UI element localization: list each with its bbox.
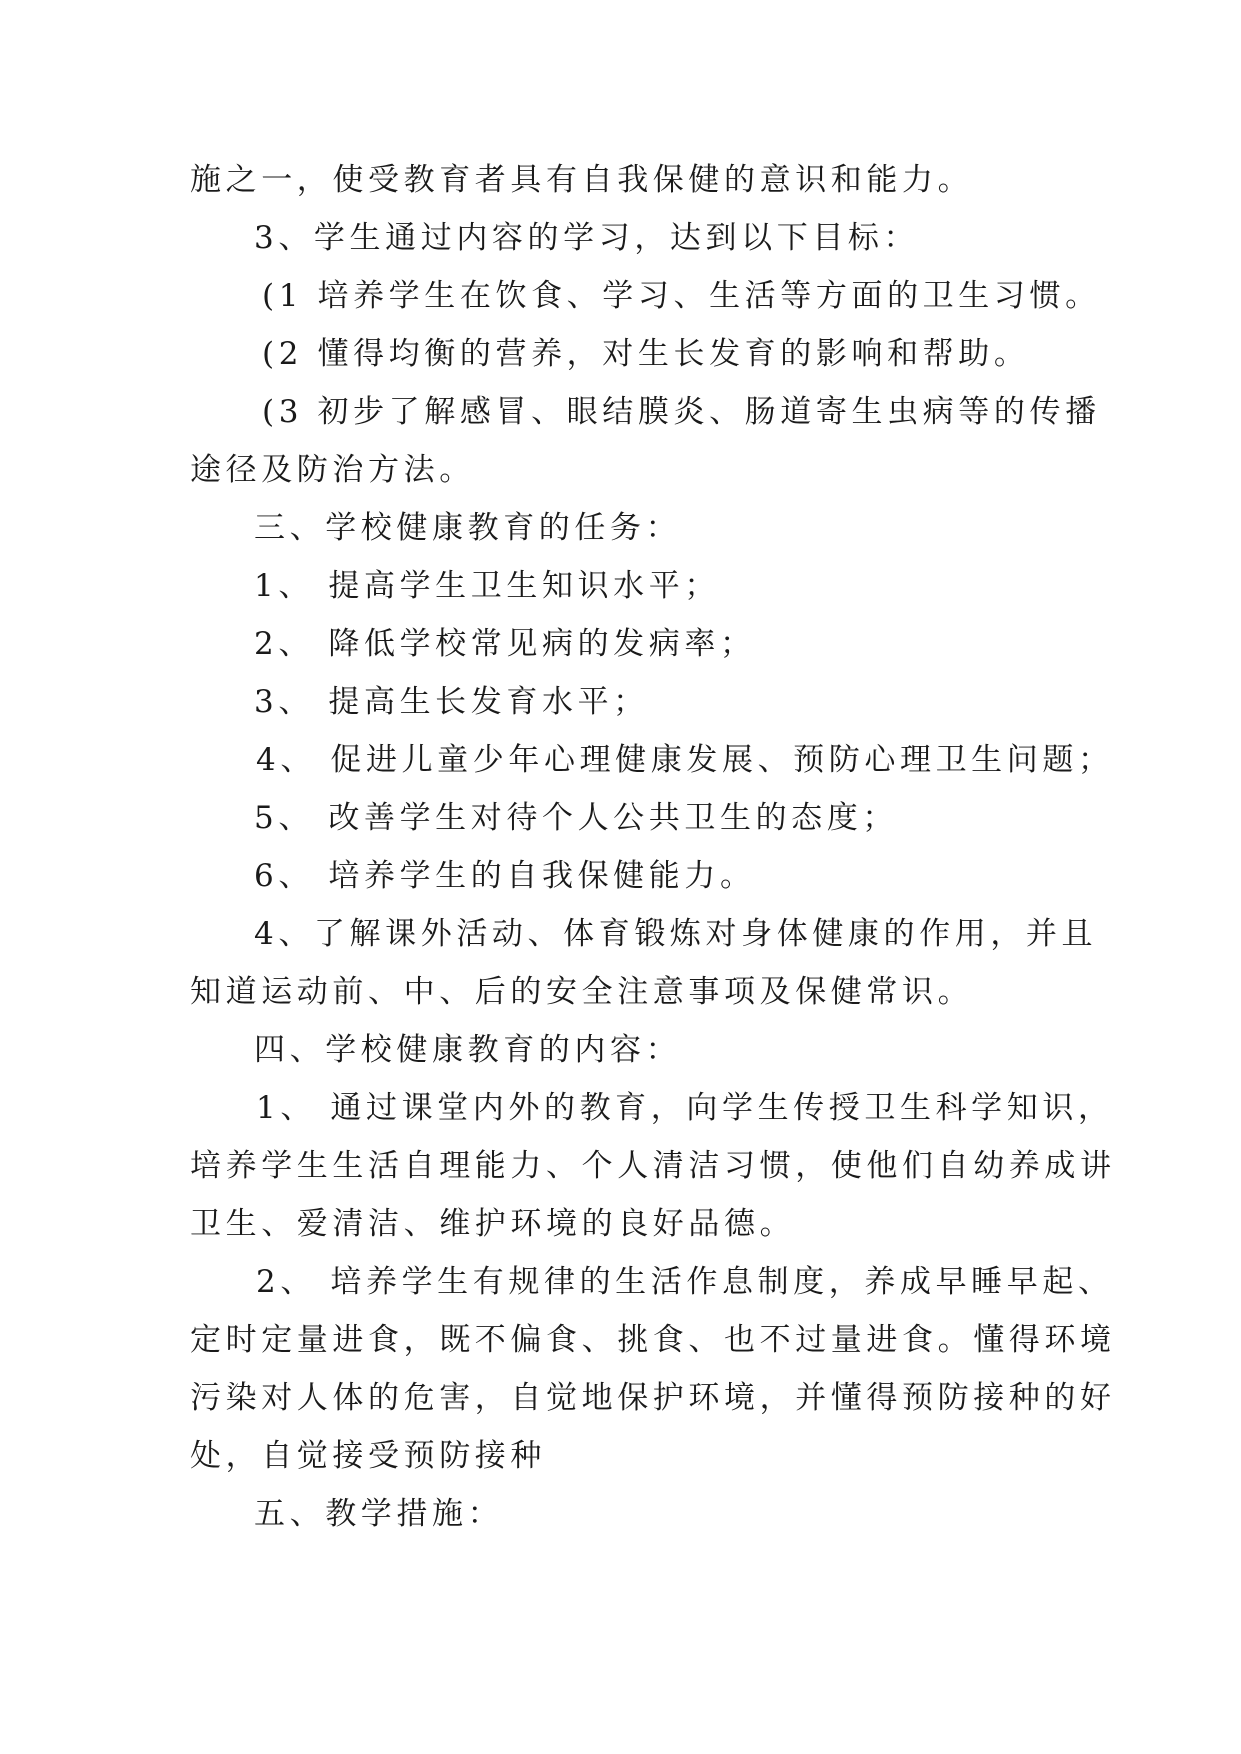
text-line: 4、了解课外活动、体育锻炼对身体健康的作用，并且 bbox=[254, 916, 1098, 952]
list-item: 4、 促进儿童少年心理健康发展、预防心理卫生问题； bbox=[256, 742, 1114, 778]
text-line: 培养学生生活自理能力、个人清洁习惯，使他们自幼养成讲 bbox=[190, 1148, 1116, 1184]
list-item: 5、 改善学生对待个人公共卫生的态度； bbox=[254, 800, 898, 836]
section-heading: 四、学校健康教育的内容： bbox=[254, 1032, 682, 1068]
list-item: 3、 提高生长发育水平； bbox=[254, 684, 649, 720]
text-line: 3、学生通过内容的学习，达到以下目标： bbox=[254, 220, 920, 256]
text-line: 知道运动前、中、后的安全注意事项及保健常识。 bbox=[190, 974, 974, 1010]
text-line: (3 初步了解感冒、眼结膜炎、肠道寄生虫病等的传播 bbox=[262, 394, 1101, 430]
text-line: 施之一，使受教育者具有自我保健的意识和能力。 bbox=[190, 162, 974, 198]
text-line: 2、 培养学生有规律的生活作息制度，养成早睡早起、 bbox=[256, 1264, 1114, 1300]
text-line: 处，自觉接受预防接种 bbox=[190, 1438, 546, 1474]
text-line: 定时定量进食，既不偏食、挑食、也不过量进食。懂得环境 bbox=[190, 1322, 1116, 1358]
list-item: 6、 培养学生的自我保健能力。 bbox=[254, 858, 756, 894]
text-line: 1、 通过课堂内外的教育，向学生传授卫生科学知识， bbox=[256, 1090, 1114, 1126]
text-line: 污染对人体的危害，自觉地保护环境，并懂得预防接种的好 bbox=[190, 1380, 1116, 1416]
text-line: 途径及防治方法。 bbox=[190, 452, 475, 488]
section-heading: 五、教学措施： bbox=[254, 1496, 504, 1532]
section-heading: 三、学校健康教育的任务： bbox=[254, 510, 682, 546]
text-line: (2 懂得均衡的营养，对生长发育的影响和帮助。 bbox=[262, 336, 1030, 372]
text-line: (1 培养学生在饮食、学习、生活等方面的卫生习惯。 bbox=[262, 278, 1101, 314]
list-item: 2、 降低学校常见病的发病率； bbox=[254, 626, 756, 662]
text-line: 卫生、爱清洁、维护环境的良好品德。 bbox=[190, 1206, 796, 1242]
list-item: 1、 提高学生卫生知识水平； bbox=[254, 568, 720, 604]
